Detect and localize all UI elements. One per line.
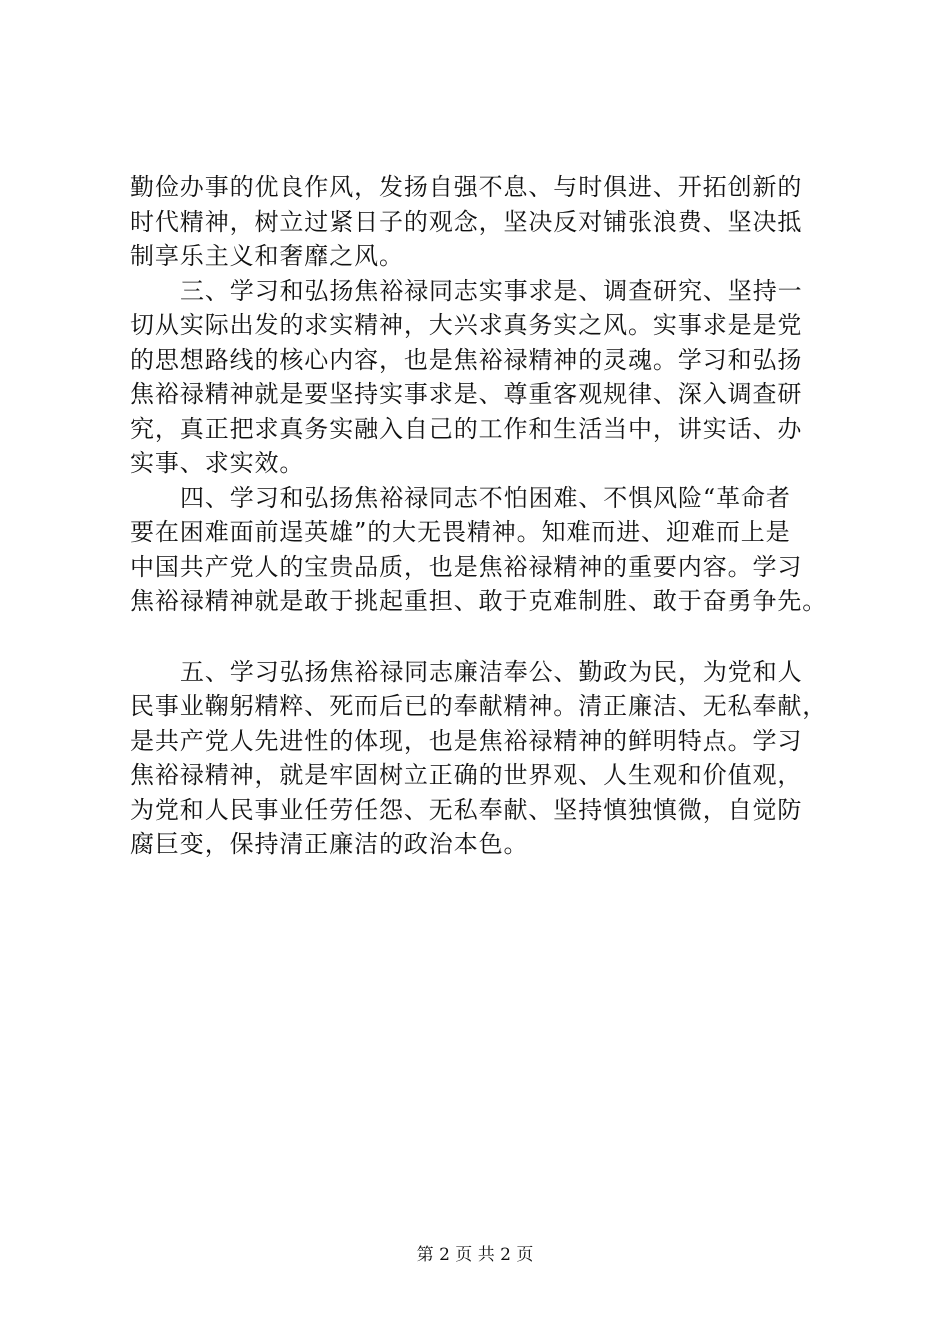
paragraph-line: 切从实际出发的求实精神，大兴求真务实之风。实事求是是党 [130, 311, 803, 339]
paragraph-line: 焦裕禄精神就是要坚持实事求是、尊重客观规律、深入调查研 [130, 380, 803, 408]
paragraph-line: 为党和人民事业任劳任怨、无私奉献、坚持慎独慎微，自觉防 [130, 795, 803, 824]
paragraph-line: 民事业鞠躬精粹、死而后已的奉献精神。清正廉洁、无私奉献， [130, 692, 828, 720]
paragraph-line: 焦裕禄精神就是敢于挑起重担、敢于克难制胜、敢于奋勇争先。 [130, 587, 828, 615]
paragraph-line: 五、学习弘扬焦裕禄同志廉洁奉公、勤政为民，为党和人 [180, 657, 803, 686]
paragraph-spacer [130, 619, 850, 655]
paragraph-line: 腐巨变，保持清正廉洁的政治本色。 [130, 830, 529, 858]
paragraph-line: 实事、求实效。 [130, 449, 305, 477]
document-body [130, 170, 850, 862]
paragraph-line: 四、学习和弘扬焦裕禄同志不怕困难、不惧风险“革命者 [180, 483, 791, 512]
paragraph-line: 究，真正把求真务实融入自己的工作和生活当中，讲实话、办 [130, 414, 803, 443]
paragraph-line: 是共产党人先进性的体现，也是焦裕禄精神的鲜明特点。学习 [130, 726, 803, 755]
paragraph-2 [130, 274, 850, 481]
paragraph-line: 勤俭办事的优良作风，发扬自强不息、与时俱进、开拓创新的 [130, 173, 803, 201]
paragraph-line: 的思想路线的核心内容，也是焦裕禄精神的灵魂。学习和弘扬 [130, 345, 803, 374]
paragraph-4 [130, 655, 850, 862]
paragraph-line: 时代精神，树立过紧日子的观念，坚决反对铺张浪费、坚决抵 [130, 207, 803, 236]
paragraph-line: 制享乐主义和奢靡之风。 [130, 242, 404, 270]
paragraph-line: 中国共产党人的宝贵品质，也是焦裕禄精神的重要内容。学习 [130, 552, 803, 581]
paragraph-line: 要在困难面前逞英雄”的大无畏精神。知难而进、迎难而上是 [130, 518, 791, 546]
paragraph-3 [130, 481, 850, 619]
paragraph-line: 焦裕禄精神，就是牢固树立正确的世界观、人生观和价值观， [130, 761, 803, 789]
paragraph-1 [130, 170, 850, 274]
page-number-footer: 第 2 页 共 2 页 [416, 1245, 534, 1265]
paragraph-line: 三、学习和弘扬焦裕禄同志实事求是、调查研究、坚持一 [180, 276, 803, 305]
